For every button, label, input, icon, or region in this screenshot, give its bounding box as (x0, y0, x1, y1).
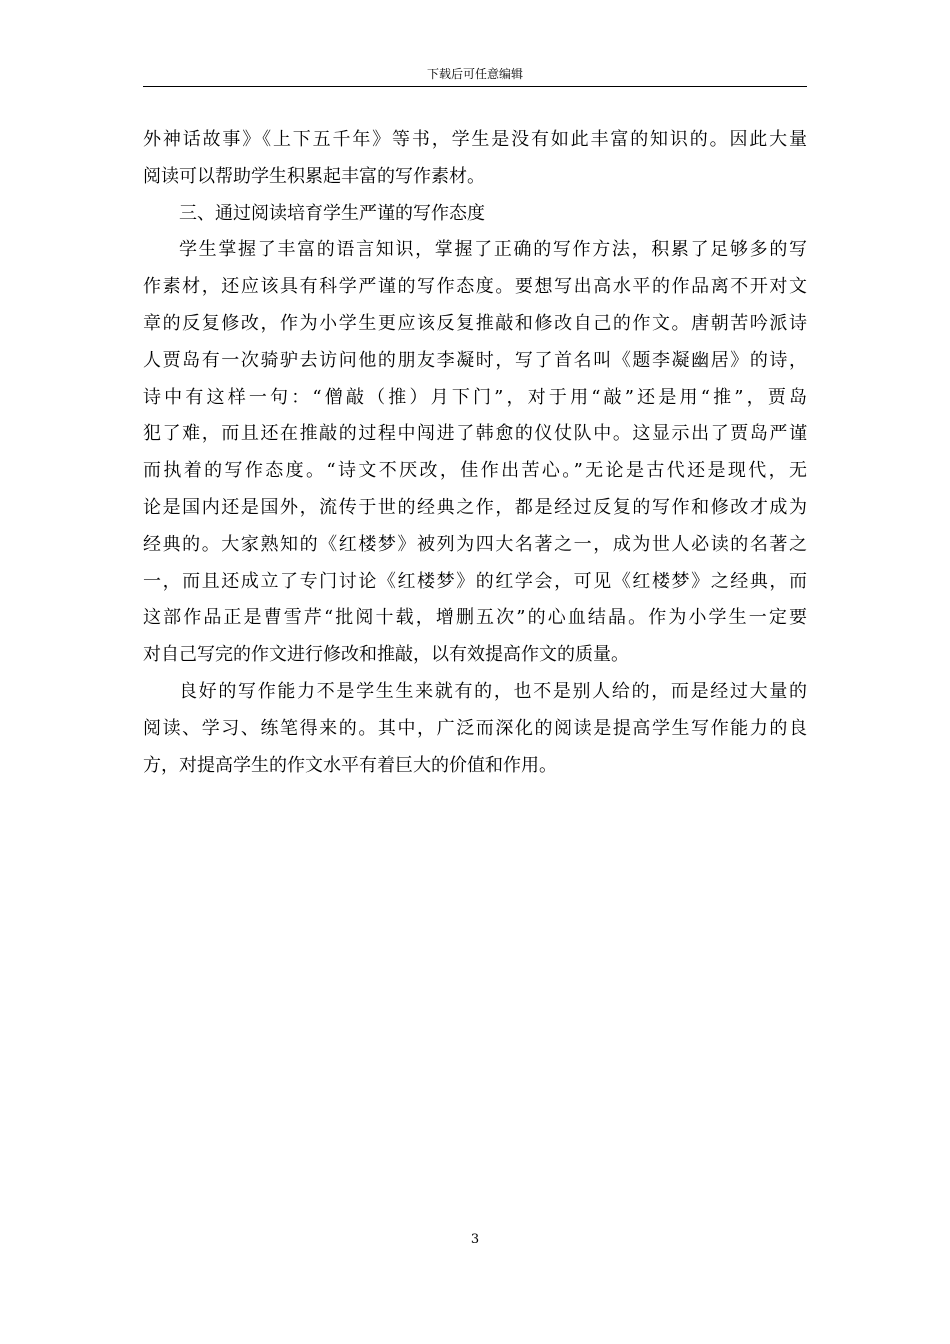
text-line: 阅读、学习、练笔得来的。其中，广泛而深化的阅读是提高学生写作能力的良 (143, 717, 807, 739)
text-line: 方，对提高学生的作文水平有着巨大的价值和作用。 (143, 754, 557, 776)
text-line: 这部作品正是曹雪芹“批阅十载，增删五次”的心血结晶。作为小学生一定要 (143, 607, 807, 629)
text-line: 一，而且还成立了专门讨论《红楼梦》的红学会，可见《红楼梦》之经典，而 (143, 570, 807, 592)
text-line: 犯了难，而且还在推敲的过程中闯进了韩愈的仪仗队中。这显示出了贾岛严谨 (143, 423, 807, 445)
text-line: 人贾岛有一次骑驴去访问他的朋友李凝时，写了首名叫《题李凝幽居》的诗， (143, 349, 807, 371)
text-line: 作素材，还应该具有科学严谨的写作态度。要想写出高水平的作品离不开对文 (143, 276, 807, 298)
text-line: 章的反复修改，作为小学生更应该反复推敲和修改自己的作文。唐朝苦吟派诗 (143, 312, 807, 334)
page-number: 3 (470, 1232, 480, 1247)
text-line: 诗中有这样一句：“僧敲（推）月下门”，对于用“敲”还是用“推”，贾岛 (143, 386, 807, 408)
text-line: 外神话故事》《上下五千年》等书，学生是没有如此丰富的知识的。因此大量 (143, 129, 807, 150)
header-rule (143, 86, 807, 87)
page-header: 下载后可任意编辑 (426, 67, 523, 81)
text-line: 学生掌握了丰富的语言知识，掌握了正确的写作方法，积累了足够多的写 (179, 239, 807, 261)
text-line: 而执着的写作态度。“诗文不厌改，佳作出苦心。”无论是古代还是现代，无 (143, 460, 807, 482)
text-line: 对自己写完的作文进行修改和推敲，以有效提高作文的质量。 (143, 644, 629, 666)
section-heading: 三、通过阅读培育学生严谨的写作态度 (179, 202, 485, 224)
document-body (143, 122, 807, 784)
text-line: 良好的写作能力不是学生生来就有的，也不是别人给的，而是经过大量的 (179, 680, 807, 702)
text-line: 阅读可以帮助学生积累起丰富的写作素材。 (143, 165, 485, 187)
text-line: 论是国内还是国外，流传于世的经典之作，都是经过反复的写作和修改才成为 (143, 496, 807, 518)
text-line: 经典的。大家熟知的《红楼梦》被列为四大名著之一，成为世人必读的名著之 (143, 533, 807, 555)
